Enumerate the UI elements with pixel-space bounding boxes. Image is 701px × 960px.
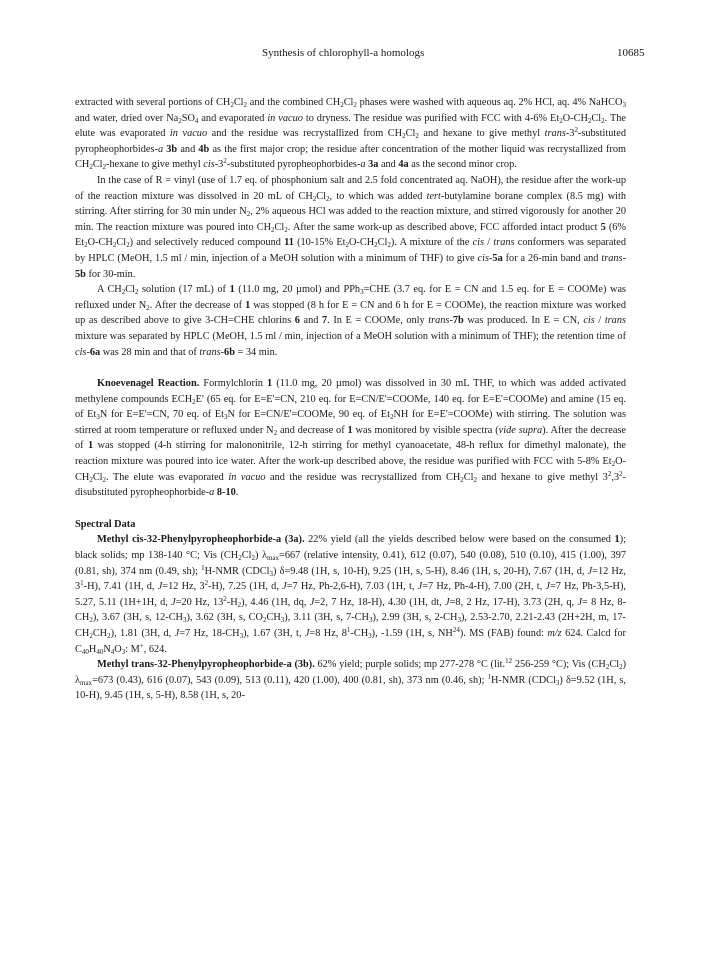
paragraph-entry-3a: Methyl cis-32-Phenylpyropheophorbide-a (3a). 22% yield (all the yields described below were based on the consumed 1); black solids; mp 138-140 °C; Vis $(CH_2Cl_2)$ $\lambda_{max}=667$ (relative intensity, 0.41), 612 (0.07), 540 (0.08), 510 (0.10), 415 (1.00), 397 (0.81, sh), 374 nm (0.49, sh); $^1$H-NMR (CDCl$_3$) δ=9.48 (1H, s, 10-H), 9.25 (1H, s, 5-H), 8.46 (1H, s, 20-H), 7.67 (1H, d, J=12 Hz, $3^1-H$), 7.41 (1H, d, J=12 Hz, $3^2-H$), 7.25 (1H, d, J=7 Hz, Ph-2,6-H), 7.03 (1H, t, J=7 Hz, Ph-4-H), 7.00 (2H, t, J=7 Hz, Ph-3,5-H), 5.27, 5.11 (1H+1H, d, J=20 Hz, $13^2-H_2$), 4.46 (1H, dq, J=2, 7 Hz, 18-H), 4.30 (1H, dt, J=8, 2 Hz, 17-H), 3.73 (2H, q, J= 8 Hz, $8-CH_2$), 3.67 (3H, s, $12-CH_3$), 3.62 (3H, s, $CO_2CH_3$), 3.11 (3H, s, $7-CH_3$), 2.99 (3H, s, $2-CH_3$), 2.53-2.70, 2.21-2.43 (2H+2H, m, $17-CH_2CH_2$), 1.81 (3H, d, J=7 Hz, $18-CH_3$), 1.67 (3H, t, J=8 Hz, $8^1-CH_3$), -1.59 (1H, s, NH$^{24}$). MS (FAB) found: m/z 624. Calcd for $C_{40}H_{40}N_4O_3$: M+, 624.	[75, 534, 627, 656]
entry-3a-heading: Methyl cis-32-Phenylpyropheophorbide-a (3a).	[97, 534, 305, 546]
knoevenagel-heading: Knoevenagel Reaction.	[97, 378, 200, 390]
spectral-data-heading: Spectral Data	[75, 518, 136, 530]
paragraph-vinyl: In the case of R = vinyl (use of 1.7 eq. of phosphonium salt and 2.5 fold concentrated aq. NaOH), the residue after the work-up of the reaction mixture was dissolved in 20 mL of $CH_2Cl_2$, to which was added tert-butylamine borane complex (8.5 mg) with stirring. After stirring for 30 min under $N_2$, 2% aqueous HCl was added to the reaction mixture, and stirred vigorously for another 20 min. The reaction mixture was poured into $CH_2Cl_2$. After the same work-up as described above, FCC afforded intact product 5 (6% $Et_2O-CH_2Cl_2$) and selectively reduced compound 11 (10-15% $Et_2O-CH_2Cl_2$). A mixture of the cis / trans conformers was separated by HPLC (MeOH, 1.5 ml / min, injection of a MeOH solution with a minimum of THF) to give cis-5a for a 26-min band and trans-5b for 30-min.	[75, 174, 627, 280]
page-number: 10685	[617, 47, 645, 59]
paragraph-entry-3b: Methyl trans-32-Phenylpyropheophorbide-a (3b). 62% yield; purple solids; mp 277-278 °C (lit.$^{12}$ 256-259 °C); Vis $(CH_2Cl_2)$ $\lambda_{max}=673$ (0.43), 616 (0.07), 543 (0.09), 513 (0.11), 420 (1.00), 400 (0.81, sh), 373 nm (0.46, sh); $^1$H-NMR (CDCl$_3$) δ=9.52 (1H, s, 10-H), 9.45 (1H, s, 5-H), 8.58 (1H, s, 20-	[75, 657, 627, 702]
paragraph-chlorins: A $CH_2Cl_2$ solution (17 mL) of 1 (11.0 mg, 20 µmol) and PPh$_3$=CHE (3.7 eq. for E = CN and 1.5 eq. for E = COOMe) was refluxed under $N_2$. After the decrease of 1 was stopped (8 h for E = CN and 6 h for E = COOMe), the reaction mixture was worked up as described above to give 3-CH=CHE chlorins 6 and 7. In E = COOMe, only trans-7b was produced. In E = CN, cis / trans mixture was separated by HPLC (MeOH, 1.5 ml / min, injection of a MeOH solution with a minimum of THF); the retention time of cis-6a was 28 min and that of trans-6b = 34 min.	[75, 284, 627, 358]
body-text	[75, 95, 626, 704]
entry-3b-heading: Methyl trans-32-Phenylpyropheophorbide-a (3b).	[97, 659, 315, 671]
paragraph-workup: extracted with several portions of $CH_2Cl_2$ and the combined $CH_2Cl_2$ phases were washed with aqueous aq. 2% HCl, aq. 4% NaHCO$_3$ and water, dried over $Na_2SO_4$ and evaporated in vacuo to dryness. The residue was purified with FCC with 4-6% $Et_2O-CH_2Cl_2$. The elute was evaporated in vacuo and the residue was recrystallized from $CH_2Cl_2$ and hexane to give methyl trans-$3^2$-substituted pyropheophorbides-a 3b and 4b as the first major crop; the residue after concentration of the mother liquid was recrystallized from $CH_2Cl_2$-hexane to give methyl cis-$3^2$-substituted pyropheophorbides-a 3a and 4a as the second minor crop.	[75, 97, 627, 172]
running-title: Synthesis of chlorophyll-a homologs	[262, 47, 425, 59]
paragraph-knoevenagel: Knoevenagel Reaction. Formylchlorin 1 (11.0 mg, 20 µmol) was dissolved in 30 mL THF, to which was added activated methylene compounds $ECH_2E'$ (65 eq. for E=E'=CN, 210 eq. for E=CN/E'=COOMe, 140 eq. for E=E'=COOMe) and amine (15 eq. of $Et_3N$ for E=E'=CN, 70 eq. of $Et_3N$ for E=CN/E'=COOMe, 90 eq. of $Et_2NH$ for E=E'=COOMe) with stirring. The solution was stirred at room temperature or refluxed under $N_2$ and decrease of 1 was monitored by visible spectra (vide supra). After the decrease of 1 was stopped (4-h stirring for malononitrile, 12-h stirring for methyl cyanoacetate, 48-h reflux for dimethyl malonate), the reaction mixture was poured into ice water. After the work-up described above, the residue was purified with FCC with 5-8% $Et_2O-CH_2Cl_2$. The elute was evaporated in vacuo and the residue was recrystallized from $CH_2Cl_2$ and hexane to give methyl $3^2,3^2$-disubstituted pyropheophorbide-a 8-10.	[75, 378, 626, 499]
running-header	[0, 47, 701, 65]
